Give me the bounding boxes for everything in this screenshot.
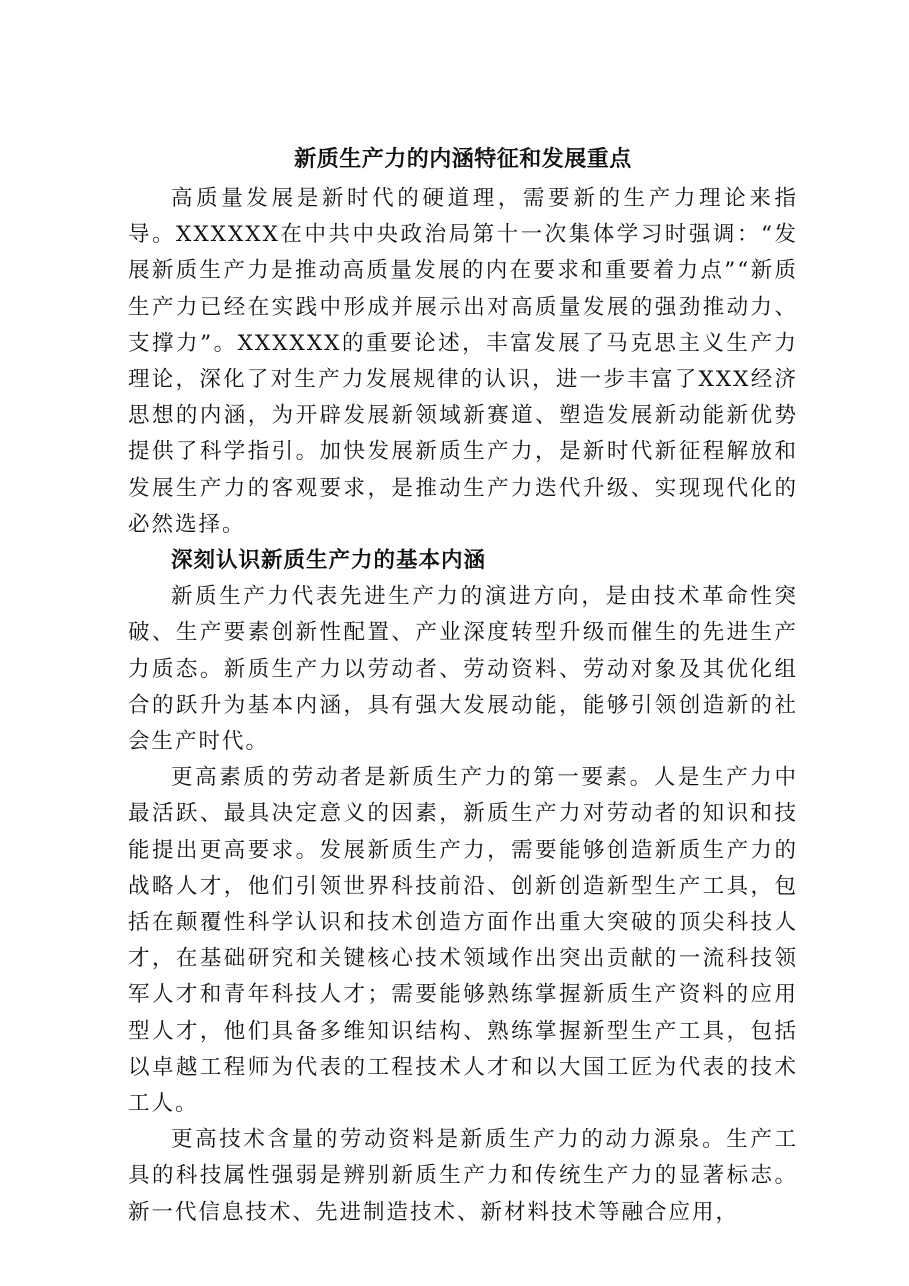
intro-paragraph: 高质量发展是新时代的硬道理，需要新的生产力理论来指导。XXXXXX在中共中央政治局第十一次集体学习时强调：“发展新质生产力是推动高质量发展的内在要求和重要着力点”“新质生产力已经在实践中形成并展示出对高质量发展的强劲推动力、支撑力”。XXXXXX的重要论述，丰富发展了马克思主义生产力理论，深化了对生产力发展规律的认识，进一步丰富了XXX经济思想的内涵，为开辟发展新领域新赛道、塑造发展新动能新优势提供了科学指引。加快发展新质生产力，是新时代新征程解放和发展生产力的客观要求，是推动生产力迭代升级、实现现代化的必然选择。 <box>128 186 798 537</box>
section-paragraph-3: 更高技术含量的劳动资料是新质生产力的动力源泉。生产工具的科技属性强弱是辨别新质生产力和传统生产力的显著标志。新一代信息技术、先进制造技术、新材料技术等融合应用， <box>128 1127 798 1225</box>
document-body <box>128 145 798 1231</box>
document-title: 新质生产力的内涵特征和发展重点 <box>294 147 632 172</box>
section-paragraph-1: 新质生产力代表先进生产力的演进方向，是由技术革命性突破、生产要素创新性配置、产业深度转型升级而催生的先进生产力质态。新质生产力以劳动者、劳动资料、劳动对象及其优化组合的跃升为基本内涵，具有强大发展动能，能够引领创造新的社会生产时代。 <box>128 584 798 755</box>
section-paragraph-2: 更高素质的劳动者是新质生产力的第一要素。人是生产力中最活跃、最具决定意义的因素，新质生产力对劳动者的知识和技能提出更高要求。发展新质生产力，需要能够创造新质生产力的战略人才，他们引领世界科技前沿、创新创造新型生产工具，包括在颠覆性科学认识和技术创造方面作出重大突破的顶尖科技人才，在基础研究和关键核心技术领域作出突出贡献的一流科技领军人才和青年科技人才；需要能够熟练掌握新质生产资料的应用型人才，他们具备多维知识结构、熟练掌握新型生产工具，包括以卓越工程师为代表的工程技术人才和以大国工匠为代表的技术工人。 <box>128 765 798 1117</box>
section-heading: 深刻认识新质生产力的基本内涵 <box>171 548 487 574</box>
